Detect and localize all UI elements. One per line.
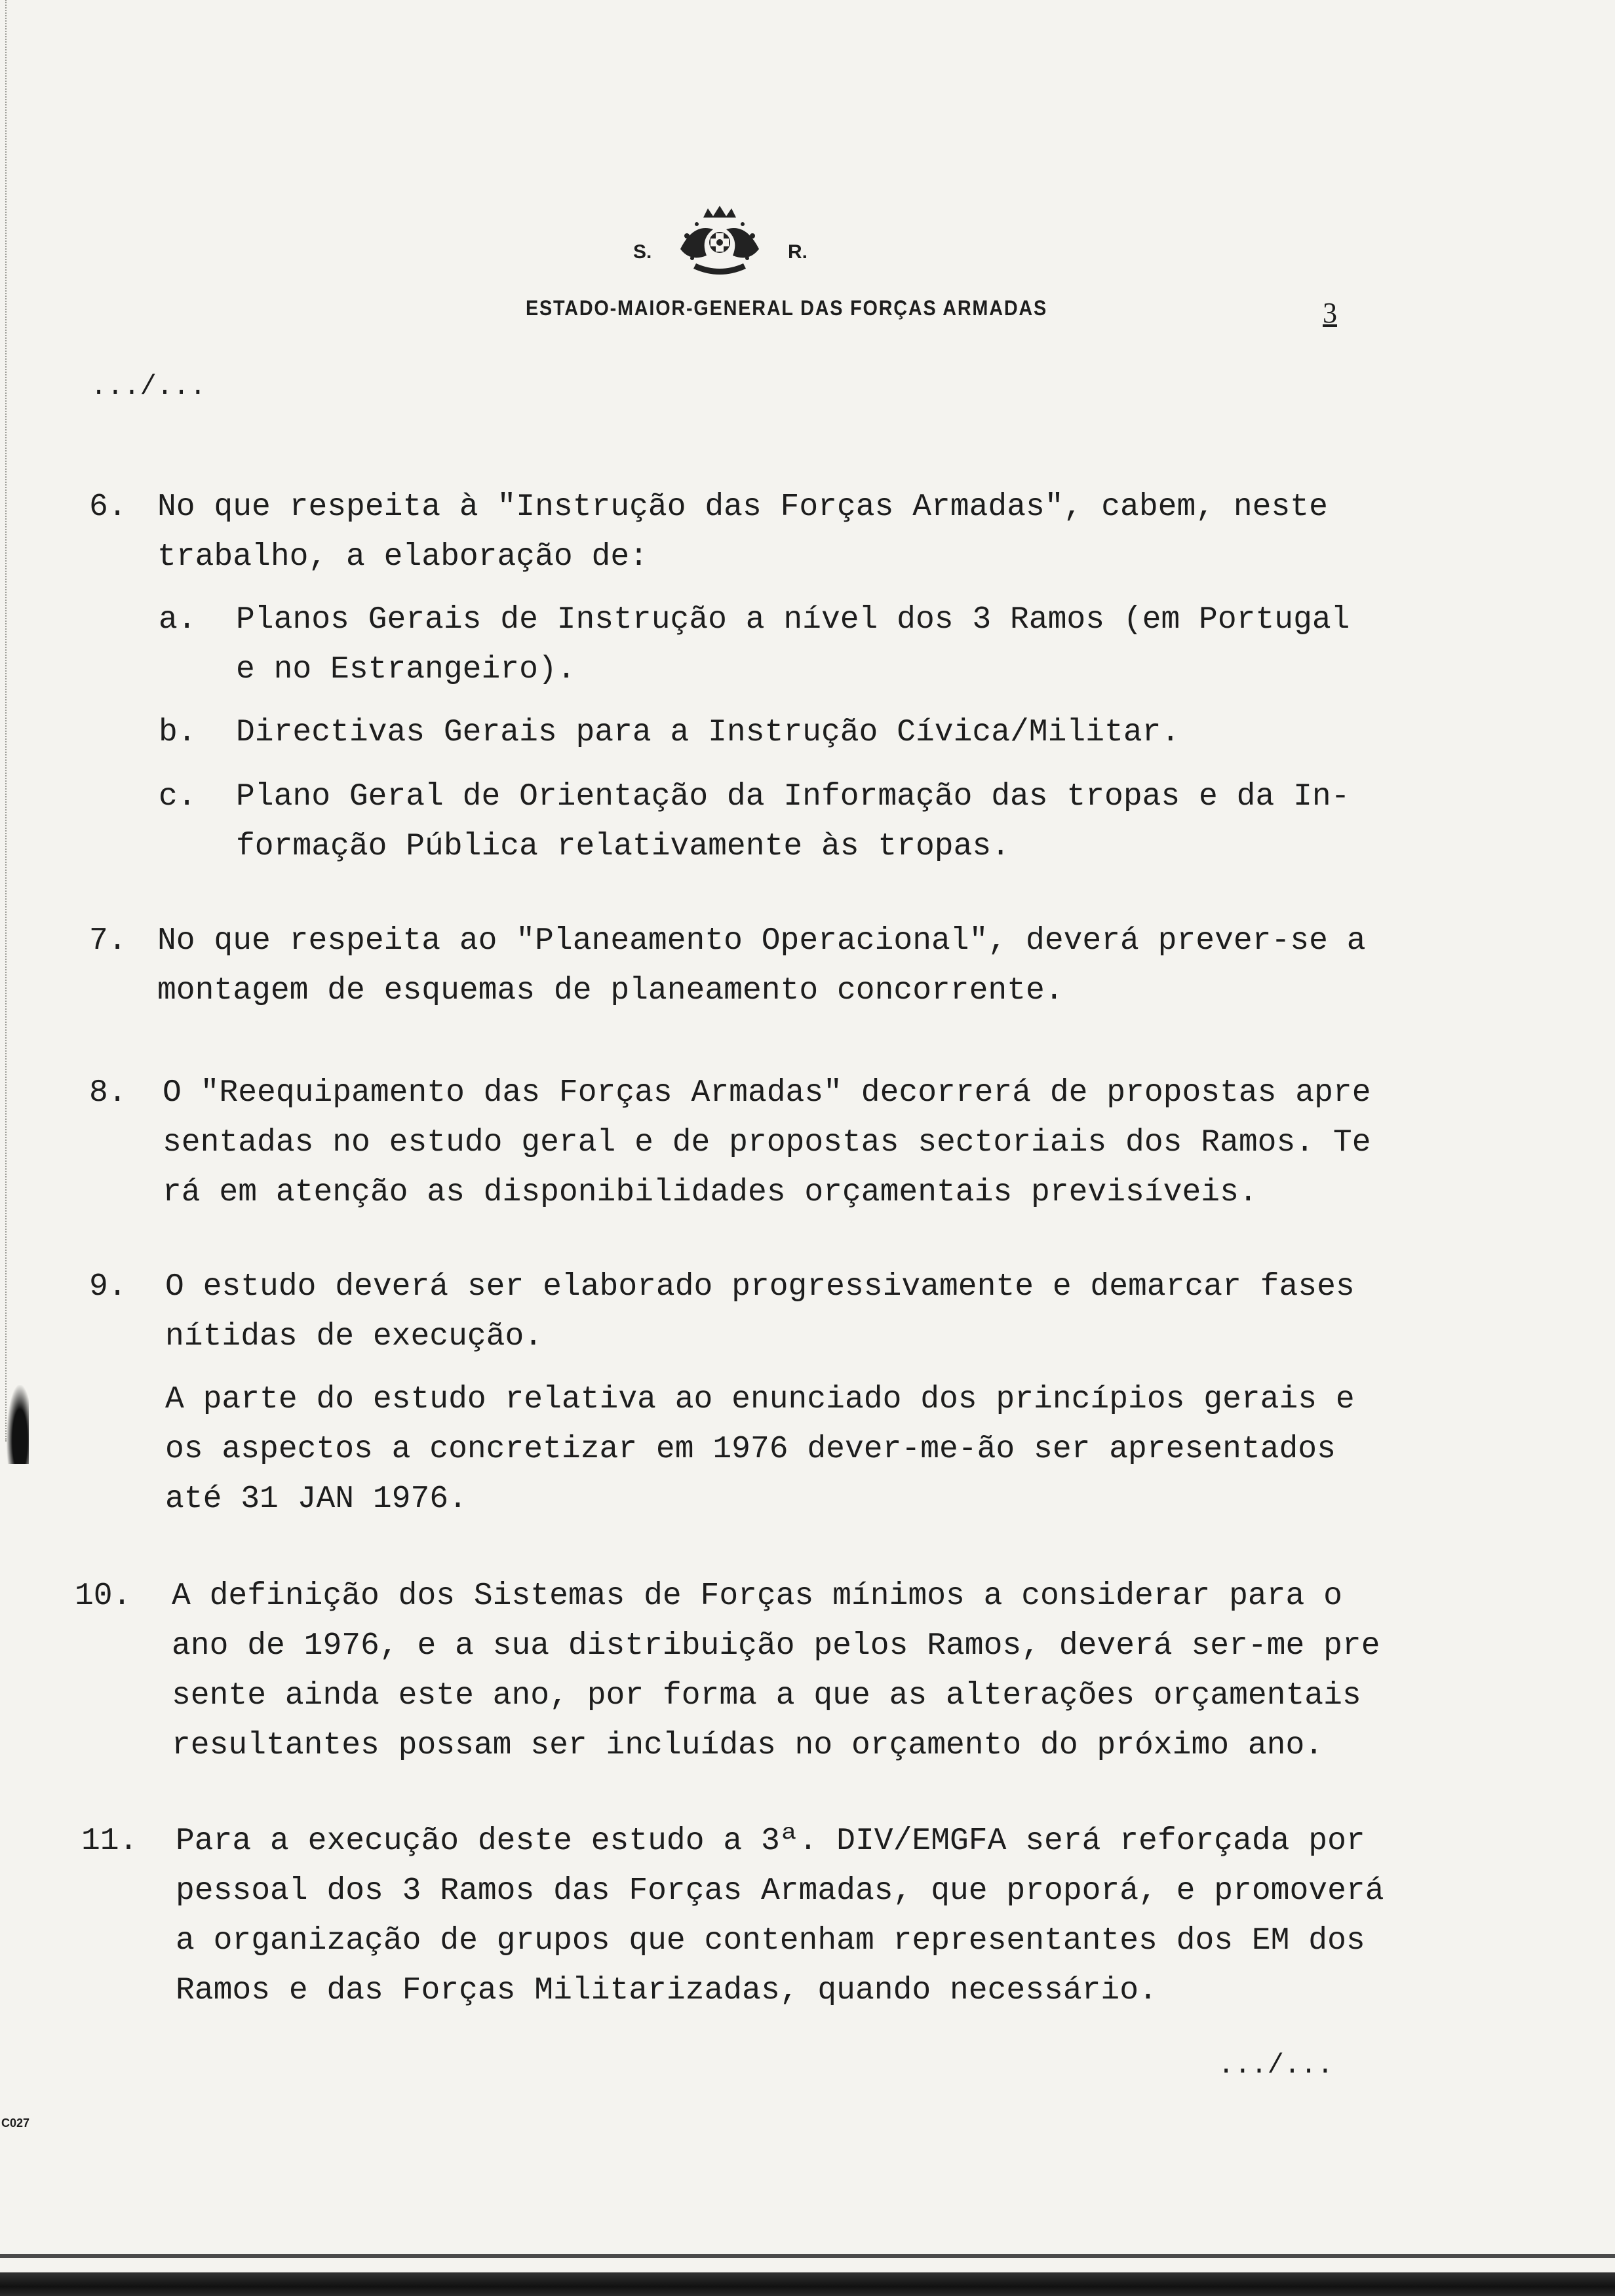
text-line: e no Estrangeiro). xyxy=(236,652,576,687)
paragraph-text xyxy=(157,482,1455,582)
page-number: 3 xyxy=(1323,297,1337,329)
text-line: Ramos e das Forças Militarizadas, quando necessário. xyxy=(176,1973,1158,2008)
text-line: Planos Gerais de Instrução a nível dos 3 Ramos (em Portugal xyxy=(236,602,1350,638)
text-line: Plano Geral de Orientação da Informação das tropas e da In- xyxy=(236,779,1350,814)
text-line: a organização de grupos que contenham representantes dos EM dos xyxy=(176,1923,1365,1959)
continuation-marker-bottom: .../... xyxy=(1218,2050,1334,2081)
text-line: pessoal dos 3 Ramos das Forças Armadas, que proporá, e promoverá xyxy=(176,1873,1384,1909)
text-line: até 31 JAN 1976. xyxy=(165,1482,467,1517)
scan-bottom-edge xyxy=(0,2254,1615,2258)
text-line: A parte do estudo relativa ao enunciado dos princípios gerais e xyxy=(165,1382,1355,1417)
paragraph-number: 8. xyxy=(89,1075,127,1111)
paragraph-number: 11. xyxy=(81,1824,138,1859)
text-line: rá em atenção as disponibilidades orçamentais previsíveis. xyxy=(163,1175,1258,1210)
text-line: No que respeita ao "Planeamento Operacional", deverá prever-se a xyxy=(157,923,1366,959)
text-line: trabalho, a elaboração de: xyxy=(157,539,648,575)
text-line: nítidas de execução. xyxy=(165,1319,543,1354)
text-line: sentadas no estudo geral e de propostas sectoriais dos Ramos. Te xyxy=(163,1125,1371,1160)
organization-name: ESTADO-MAIOR-GENERAL DAS FORÇAS ARMADAS xyxy=(525,296,1048,320)
subitem-letter: b. xyxy=(159,715,197,750)
subitem-letter: c. xyxy=(159,779,197,814)
paragraph-text xyxy=(165,1262,1463,1524)
scan-stain xyxy=(7,1385,29,1464)
emblem-right-letter: R. xyxy=(788,241,808,263)
text-line: sente ainda este ano, por forma a que as alterações orçamentais xyxy=(172,1678,1361,1713)
paragraph-text xyxy=(176,1816,1473,2016)
scan-bottom-bar xyxy=(0,2272,1615,2296)
text-line: ano de 1976, e a sua distribuição pelos Ramos, deverá ser-me pre xyxy=(172,1628,1380,1664)
paragraph-text xyxy=(172,1571,1469,1770)
text-line: os aspectos a concretizar em 1976 dever-me-ão ser apresentados xyxy=(165,1432,1336,1467)
text-line: No que respeita à "Instrução das Forças Armadas", cabem, neste xyxy=(157,489,1328,525)
text-line: O "Reequipamento das Forças Armadas" decorrerá de propostas apre xyxy=(163,1075,1371,1111)
text-line: resultantes possam ser incluídas no orçamento do próximo ano. xyxy=(172,1728,1324,1763)
paragraph-number: 9. xyxy=(89,1269,127,1305)
text-line: formação Pública relativamente às tropas. xyxy=(236,829,1010,864)
subitem-text xyxy=(236,772,1403,871)
paragraph-number: 10. xyxy=(75,1578,132,1614)
left-margin-mark xyxy=(5,0,13,1442)
continuation-marker-top: .../... xyxy=(90,371,206,402)
document-code: C027 xyxy=(1,2116,30,2130)
paragraph-text xyxy=(163,1068,1460,1217)
text-line: O estudo deverá ser elaborado progressivamente e demarcar fases xyxy=(165,1269,1355,1305)
text-line: montagem de esquemas de planeamento concorrente. xyxy=(157,973,1064,1008)
text-line: Directivas Gerais para a Instrução Cívica/Militar. xyxy=(236,715,1180,750)
paragraph-number: 7. xyxy=(89,923,127,959)
subitem-text xyxy=(236,708,1403,757)
emblem-left-letter: S. xyxy=(633,241,652,263)
emblem-header xyxy=(616,197,826,288)
coat-of-arms-icon xyxy=(667,203,772,282)
paragraph-text xyxy=(157,916,1455,1016)
text-line: A definição dos Sistemas de Forças mínimos a considerar para o xyxy=(172,1578,1342,1614)
text-line: Para a execução deste estudo a 3ª. DIV/EMGFA será reforçada por xyxy=(176,1824,1365,1859)
subitem-letter: a. xyxy=(159,602,197,638)
paragraph-number: 6. xyxy=(89,489,127,525)
subitem-text xyxy=(236,595,1403,695)
